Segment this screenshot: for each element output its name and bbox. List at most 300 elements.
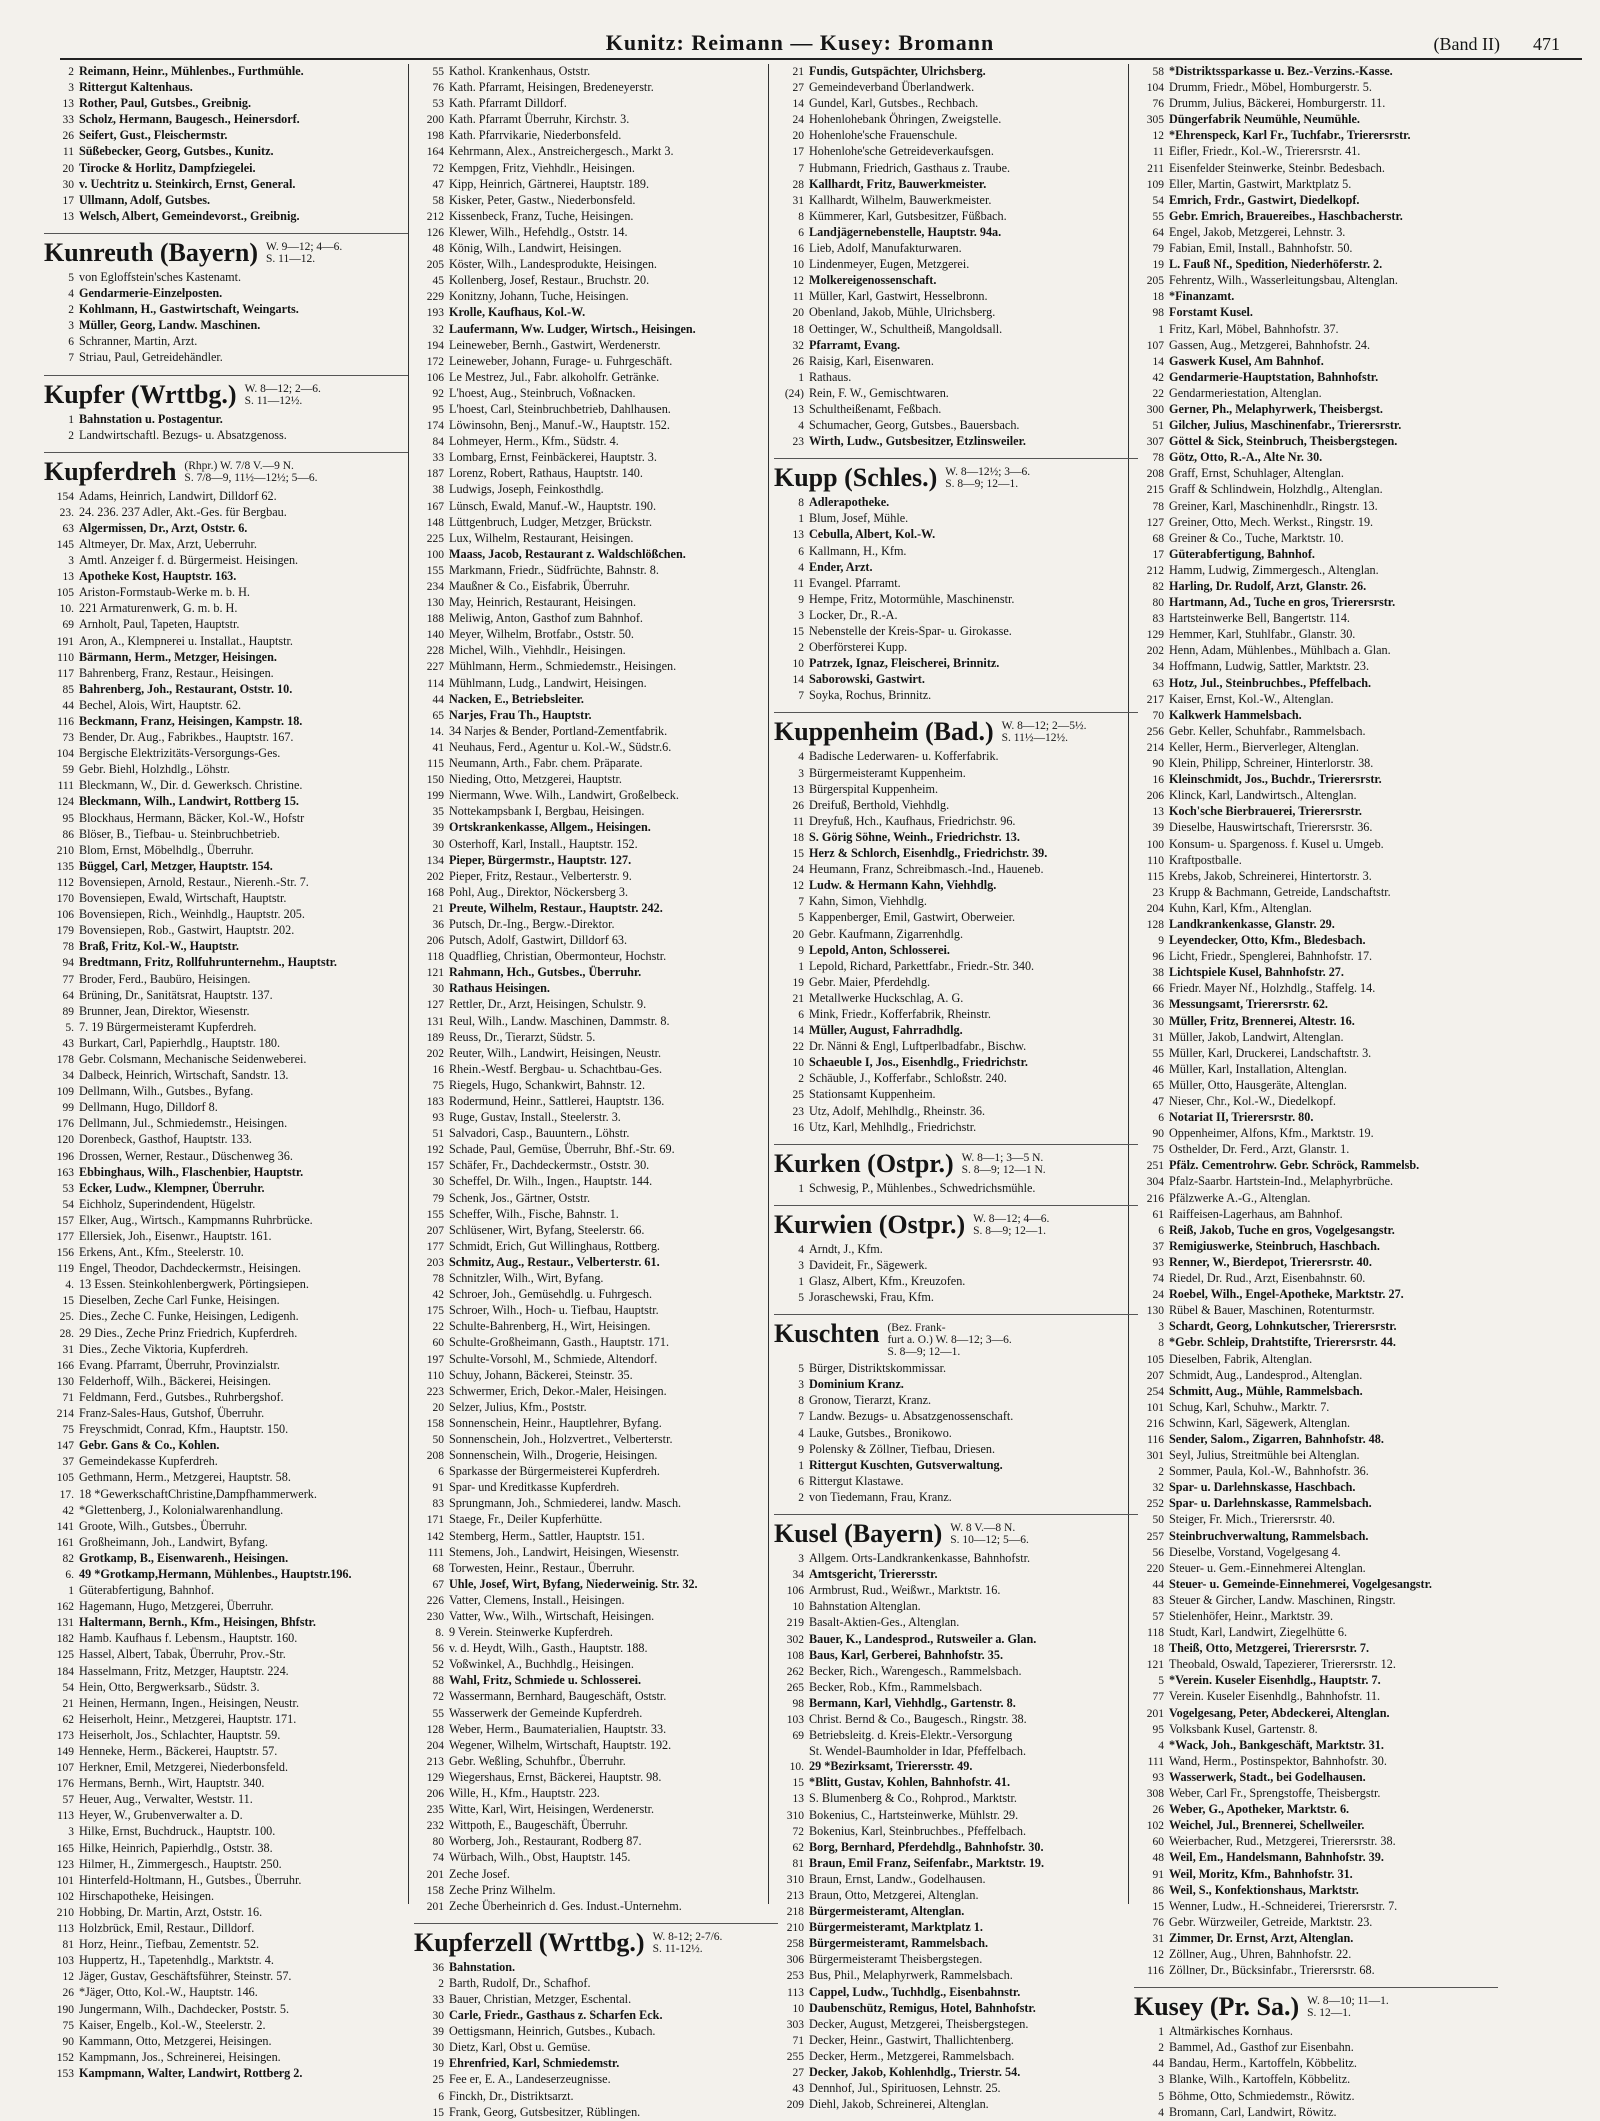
listing-text: Gebr. Würzweiler, Getreide, Marktstr. 23. (1169, 1914, 1373, 1929)
phone-number: 10. (59, 603, 74, 616)
listing-entry (44, 650, 408, 666)
listing-entry (774, 1712, 1138, 1728)
listing-entry (774, 112, 1138, 128)
listing-text: Voßwinkel, A., Buchhdlg., Heisingen. (449, 1657, 634, 1672)
listing-entry (414, 515, 778, 531)
office-hours: (Rhpr.) W. 7/8 V.—9 N. S. 7/8—9, 11½—12½; 5—6. (184, 459, 318, 484)
listing-entry (1134, 289, 1498, 305)
phone-number: 72 (432, 162, 444, 175)
phone-number: 301 (1146, 1450, 1164, 1463)
listing-text: Schmidt, Aug., Landesprod., Altenglan. (1169, 1367, 1363, 1382)
phone-number: 176 (56, 1778, 74, 1791)
listing-entry (414, 273, 778, 289)
listing-entry (414, 1400, 778, 1416)
listing-entry (774, 766, 1138, 782)
listing-text: Pfälzwerke A.-G., Altenglan. (1169, 1190, 1311, 1205)
listing-text: Brüning, Dr., Sanitätsrat, Hauptstr. 137. (79, 987, 273, 1002)
listing-text: Vatter, Clemens, Install., Heisingen. (449, 1592, 625, 1607)
listing-entry (414, 804, 778, 820)
phone-number: 110 (57, 651, 74, 664)
listing-text: Schulte-Vorsohl, M., Schmiede, Altendorf. (449, 1351, 658, 1366)
listing-text: Hartmann, Ad., Tuche en gros, Trierersrstr. (1169, 595, 1396, 610)
listing-entry (414, 1545, 778, 1561)
phone-number: 34 (792, 1569, 804, 1582)
listing-entry (1134, 772, 1498, 788)
listing-text: Markmann, Friedr., Südfrüchte, Bahnstr. 8. (449, 562, 659, 577)
listing-entry (414, 820, 778, 836)
listing-text: Carle, Friedr., Gasthaus z. Scharfen Eck. (449, 2008, 663, 2023)
listing-entry (1134, 1062, 1498, 1078)
listing-text: Harling, Dr. Rudolf, Arzt, Glanstr. 26. (1169, 579, 1367, 593)
listing-text: Kisker, Peter, Gastw., Niederbonsfeld. (449, 192, 636, 207)
listing-entry (774, 1039, 1138, 1055)
listing-entry (1134, 1174, 1498, 1190)
phone-number: 194 (426, 339, 444, 352)
listing-entry (414, 1561, 778, 1577)
listing-text: Verein. Kuseler Eisenhdlg., Bahnhofstr. 11. (1169, 1689, 1381, 1704)
phone-number: 204 (426, 1739, 444, 1752)
listing-text: Volksbank Kusel, Gartenstr. 8. (1169, 1721, 1318, 1736)
listing-entry (44, 714, 408, 730)
phone-number: 36 (432, 918, 444, 931)
listing-entry (414, 837, 778, 853)
listing-text: Burkart, Carl, Papierhdlg., Hauptstr. 180. (79, 1035, 281, 1050)
listing-text: L. Fauß Nf., Spedition, Niederhöferstr. 2. (1169, 257, 1383, 272)
phone-number: 79 (432, 1192, 444, 1205)
phone-number: 28 (792, 178, 804, 191)
phone-number: 1 (1158, 323, 1164, 336)
phone-number: 56 (1152, 1546, 1164, 1559)
listing-entry (774, 991, 1138, 1007)
listing-entry (414, 1850, 778, 1866)
town-name: Kupferzell (Wrttbg.) (414, 1927, 645, 1957)
phone-number: 10 (792, 1057, 804, 1070)
listing-text: Bovensiepen, Rich., Weinhdlg., Hauptstr. 205. (79, 907, 305, 922)
phone-number: 80 (432, 1836, 444, 1849)
phone-number: 99 (62, 1102, 74, 1115)
phone-number: 8 (1158, 1337, 1164, 1350)
listing-entry (774, 1442, 1138, 1458)
phone-number: 13 (792, 783, 804, 796)
phone-number: 118 (1147, 1627, 1164, 1640)
listing-entry (44, 112, 408, 128)
phone-number: 64 (62, 989, 74, 1002)
listing-entry (774, 592, 1138, 608)
phone-number: 78 (1152, 500, 1164, 513)
phone-number: 155 (426, 564, 444, 577)
listing-text: Putsch, Dr.-Ing., Bergw.-Direktor. (449, 916, 615, 931)
listing-entry (414, 1976, 778, 1992)
listing-entry (774, 1490, 1138, 1506)
phone-number: 9 (1158, 935, 1164, 948)
listing-entry (774, 1744, 1138, 1759)
listing-entry (1134, 1480, 1498, 1496)
listing-text: Fabian, Emil, Install., Bahnhofstr. 50. (1169, 241, 1353, 256)
office-hours: W. 8—12; 2—5½. S. 11½—12½. (1001, 720, 1087, 745)
listing-text: Bürger, Distriktskommissar. (809, 1361, 947, 1376)
listing-text: Scheffel, Dr. Wilh., Ingen., Hauptstr. 144. (449, 1174, 653, 1189)
listing-entry (414, 853, 778, 869)
phone-number: 205 (426, 259, 444, 272)
listing-text: *Gebr. Schleip, Drahtstifte, Trierersrstr. 44. (1169, 1335, 1396, 1350)
listing-text: Kallmann, H., Kfm. (809, 543, 907, 558)
listing-entry (774, 225, 1138, 241)
listing-entry (1134, 1883, 1498, 1899)
phone-number: 16 (432, 1063, 444, 1076)
listing-entry (774, 1361, 1138, 1377)
listing-text: Hartsteinwerke Bell, Bangertstr. 114. (1169, 611, 1350, 626)
listing-text: Gerner, Ph., Melaphyrwerk, Theisbergst. (1169, 401, 1383, 416)
phone-number: 5 (1158, 2090, 1164, 2103)
listing-text: *Blitt, Gustav, Kohlen, Bahnhofstr. 41. (809, 1775, 1011, 1790)
phone-number: 214 (1146, 741, 1164, 754)
listing-entry (44, 955, 408, 971)
listing-entry (774, 1087, 1138, 1103)
listing-entry (414, 499, 778, 515)
listing-entry (44, 1100, 408, 1116)
phone-number: 107 (1146, 339, 1164, 352)
phone-number: 5 (798, 912, 804, 925)
phone-number: 90 (62, 2035, 74, 2048)
listing-text: Tirocke & Horlitz, Dampfziegelei. (79, 160, 256, 175)
phone-number: 43 (792, 2083, 804, 2096)
listing-entry (414, 370, 778, 386)
phone-number: 15 (1152, 1900, 1164, 1913)
listing-entry (1134, 1126, 1498, 1142)
listing-entry (414, 1384, 778, 1400)
phone-number: 110 (1147, 854, 1164, 867)
phone-number: 32 (792, 339, 804, 352)
listing-text: Schulte-Großheimann, Gasth., Hauptstr. 171. (449, 1335, 670, 1350)
listing-entry (414, 2024, 778, 2040)
listing-entry (414, 1593, 778, 1609)
listing-text: Heumann, Franz, Schreibmasch.-Ind., Haueneb. (809, 862, 1044, 877)
phone-number: 199 (426, 790, 444, 803)
listing-text: Gaswerk Kusel, Am Bahnhof. (1169, 353, 1324, 368)
phone-number: 23 (792, 436, 804, 449)
listing-text: Adams, Heinrich, Landwirt, Dilldorf 62. (79, 488, 277, 503)
listing-entry (414, 1046, 778, 1062)
listing-text: Bahnstation. (449, 1959, 516, 1974)
listing-entry (774, 1393, 1138, 1409)
listing-text: Schmitt, Aug., Mühle, Rammelsbach. (1169, 1383, 1363, 1398)
phone-number: 177 (426, 1240, 444, 1253)
listing-entry (414, 756, 778, 772)
listing-text: Studt, Karl, Landwirt, Ziegelhütte 6. (1169, 1625, 1348, 1640)
listing-entry (774, 322, 1138, 338)
listing-text: Lepold, Anton, Schlosserei. (809, 942, 950, 957)
listing-text: Heiserholt, Heinr., Metzgerei, Hauptstr. 171. (79, 1711, 297, 1726)
town-name: Kurwien (Ostpr.) (774, 1209, 966, 1239)
phone-number: 38 (1152, 967, 1164, 980)
listing-entry (44, 859, 408, 875)
listing-text: Reul, Wilh., Landw. Maschinen, Dammstr. 8. (449, 1013, 670, 1028)
phone-number: 202 (426, 870, 444, 883)
listing-text: Zöllner, Aug., Uhren, Bahnhofstr. 22. (1169, 1946, 1352, 1961)
phone-number: 3 (68, 82, 74, 95)
listing-text: Bovensiepen, Rob., Gastwirt, Hauptstr. 202. (79, 923, 295, 938)
listing-entry (414, 1191, 778, 1207)
listing-entry (774, 1985, 1138, 2001)
phone-number: 214 (56, 1408, 74, 1421)
listing-text: Mühlmann, Ludg., Landwirt, Heisingen. (449, 675, 647, 690)
phone-number: 21 (792, 66, 804, 78)
listing-text: Schroer, Wilh., Hoch- u. Tiefbau, Hauptstr. (449, 1303, 659, 1318)
phone-number: 89 (62, 1005, 74, 1018)
listing-entry (414, 1689, 778, 1705)
listing-entry (414, 450, 778, 466)
listing-text: Feldmann, Ferd., Gutsbes., Ruhrbergshof. (79, 1389, 284, 1404)
listing-text: Lombarg, Ernst, Feinbäckerei, Hauptstr. 3. (449, 450, 657, 465)
phone-number: 113 (57, 1810, 74, 1823)
listing-entry (414, 643, 778, 659)
listing-text: Ludw. & Hermann Kahn, Viehhdlg. (809, 878, 997, 893)
listing-text: Rittergut Kaltenhaus. (79, 80, 193, 95)
phone-number: 54 (62, 1198, 74, 1211)
listing-entry (414, 1706, 778, 1722)
listing-text: Saborowski, Gastwirt. (809, 672, 925, 687)
phone-number: 3 (68, 320, 74, 333)
phone-number: 17 (792, 146, 804, 159)
listing-entry (1134, 917, 1498, 933)
listing-entry (774, 608, 1138, 624)
phone-number: 116 (1147, 1965, 1164, 1978)
phone-number: 58 (1152, 66, 1164, 78)
listing-entry (1134, 1593, 1498, 1609)
listing-entry (1134, 740, 1498, 756)
listing-entry (44, 1503, 408, 1519)
phone-number: 112 (57, 876, 74, 889)
listing-entry (44, 318, 408, 334)
phone-number: 60 (432, 1337, 444, 1350)
listing-text: Altmärkisches Kornhaus. (1169, 2024, 1293, 2039)
listing-text: Schardt, Georg, Lohnkutscher, Trierersrstr. (1169, 1319, 1397, 1334)
listing-text: Riedel, Dr. Rud., Arzt, Eisenbahnstr. 60. (1169, 1271, 1366, 1286)
phone-number: 30 (62, 178, 74, 191)
phone-number: 109 (56, 1086, 74, 1099)
listing-entry (774, 1583, 1138, 1599)
listing-entry (414, 1738, 778, 1754)
listing-entry (1134, 482, 1498, 498)
phone-number: 158 (426, 1884, 444, 1897)
phone-number: 62 (62, 1713, 74, 1726)
listing-text: Neuhaus, Ferd., Agentur u. Kol.-W., Südstr.6. (449, 739, 672, 754)
phone-number: 2 (798, 1491, 804, 1504)
phone-number: 127 (426, 999, 444, 1012)
listing-text: Roebel, Wilh., Engel-Apotheke, Marktstr. 27. (1169, 1287, 1404, 1302)
listing-entry (1134, 885, 1498, 901)
listing-text: Herkner, Emil, Metzgerei, Niederbonsfeld. (79, 1760, 288, 1775)
listing-text: Altmeyer, Dr. Max, Arzt, Ueberruhr. (79, 536, 257, 551)
listing-entry (1134, 997, 1498, 1013)
phone-number: 170 (56, 893, 74, 906)
phone-number: 106 (786, 1585, 804, 1598)
phone-number: 16 (792, 243, 804, 256)
listing-text: Bahrenberg, Franz, Restaur., Heisingen. (79, 665, 274, 680)
phone-number: 16 (792, 1121, 804, 1134)
listing-entry (414, 1255, 778, 1271)
phone-number: 104 (1146, 82, 1164, 95)
listing-entry (774, 2065, 1138, 2081)
phone-number: 234 (426, 581, 444, 593)
phone-number: 6 (1158, 1112, 1164, 1125)
listing-text: Stationsamt Kuppenheim. (809, 1087, 936, 1102)
listing-entry (44, 972, 408, 988)
listing-text: Ehrenfried, Karl, Schmiedemstr. (449, 2056, 620, 2071)
listing-text: Schwesig, P., Mühlenbes., Schwedrichsmühle. (809, 1180, 1036, 1195)
listing-entry (414, 997, 778, 1013)
listing-text: Erkens, Ant., Kfm., Steelerstr. 10. (79, 1245, 244, 1260)
listing-text: Christ. Bernd & Co., Baugesch., Ringstr. 38. (809, 1711, 1027, 1726)
listing-entry (1134, 257, 1498, 273)
listing-entry (44, 1132, 408, 1148)
phone-number: 34 (1152, 661, 1164, 674)
phone-number: 75 (432, 1079, 444, 1092)
phone-number: 8. (435, 1627, 444, 1640)
listing-entry (44, 428, 408, 444)
listing-entry (414, 547, 778, 563)
listing-text: *Jäger, Otto, Kol.-W., Hauptstr. 146. (79, 1985, 258, 2000)
listing-entry (1134, 1577, 1498, 1593)
phone-number: 4 (68, 288, 74, 301)
listing-text: Renner, W., Bierdepot, Trierersrstr. 40. (1169, 1254, 1372, 1269)
listing-text: Bleckmann, Wilh., Landwirt, Rottberg 15. (79, 794, 299, 809)
listing-text: Fee er, E. A., Landeserzeugnisse. (449, 2072, 611, 2087)
phone-number: 206 (426, 935, 444, 948)
town-name: Kupferdreh (44, 456, 177, 486)
listing-entry (1134, 1271, 1498, 1287)
phone-number: 2 (68, 66, 74, 78)
listing-entry (774, 273, 1138, 289)
listing-text: Bergische Elektrizitäts-Versorgungs-Ges. (79, 746, 281, 761)
listing-entry (44, 1857, 408, 1873)
listing-text: Gassen, Aug., Metzgerei, Bahnhofstr. 24. (1169, 337, 1371, 352)
listing-entry (44, 666, 408, 682)
phone-number: 75 (62, 1424, 74, 1437)
listing-text: Decker, Heinr., Gastwirt, Thallichtenberg. (809, 2032, 1014, 2047)
listing-entry (44, 1631, 408, 1647)
listing-text: Adlerapotheke. (809, 495, 890, 510)
listing-entry (1134, 2089, 1498, 2105)
phone-number: 229 (426, 291, 444, 304)
listing-text: Nacken, E., Betriebsleiter. (449, 691, 584, 706)
phone-number: 65 (432, 709, 444, 722)
phone-number: 12 (792, 880, 804, 893)
listing-text: Allgem. Orts-Landkrankenkasse, Bahnhofstr. (809, 1551, 1031, 1566)
phone-number: 184 (56, 1665, 74, 1678)
listing-text: Amtsgericht, Trierersstr. (809, 1567, 938, 1582)
listing-entry (1134, 2040, 1498, 2056)
listing-entry (44, 634, 408, 650)
phone-number: 9 (798, 593, 804, 606)
phone-number: 3 (68, 1826, 74, 1839)
listing-text: Müller, Karl, Druckerei, Landschaftstr. 3. (1169, 1045, 1372, 1060)
phone-number: 258 (786, 1938, 804, 1951)
listing-text: Wiegershaus, Ernst, Bäckerei, Hauptstr. 98. (449, 1769, 662, 1784)
phone-number: 3 (1158, 2074, 1164, 2087)
listing-entry (774, 161, 1138, 177)
listing-text: Raisig, Karl, Eisenwaren. (809, 353, 934, 368)
listing-text: 29 Dies., Zeche Prinz Friedrich, Kupferdreh. (79, 1325, 298, 1340)
phone-number: 15 (792, 626, 804, 638)
phone-number: 1 (798, 1459, 804, 1472)
listing-text: Obenland, Jakob, Mühle, Ulrichsberg. (809, 305, 996, 320)
listing-text: Wille, H., Kfm., Hauptstr. 223. (449, 1786, 600, 1801)
phone-number: 5 (1158, 1675, 1164, 1688)
listing-entry (774, 927, 1138, 943)
phone-number: 51 (432, 1128, 444, 1141)
listing-text: Utz, Adolf, Mehlhdlg., Rheinstr. 36. (809, 1103, 986, 1118)
listing-text: Pfalz-Saarbr. Hartstein-Ind., Melaphyrbrüche. (1169, 1174, 1394, 1189)
listing-entry (1134, 853, 1498, 869)
listing-entry (414, 434, 778, 450)
listing-entry (774, 257, 1138, 273)
listing-entry (774, 527, 1138, 543)
phone-number: 102 (56, 1890, 74, 1903)
listing-entry (1134, 595, 1498, 611)
listing-entry (774, 2097, 1138, 2113)
listing-text: Stielenhöfer, Heinr., Marktstr. 39. (1169, 1609, 1334, 1623)
phone-number: 105 (56, 587, 74, 600)
phone-number: 7 (798, 896, 804, 909)
phone-number: 34 (62, 1070, 74, 1083)
phone-number: 88 (432, 1675, 444, 1688)
phone-number: 63 (62, 522, 74, 535)
phone-number: 57 (1152, 1611, 1164, 1623)
listing-text: S. Blumenberg & Co., Rohprod., Marktstr. (809, 1791, 1017, 1806)
phone-number: 125 (56, 1649, 74, 1662)
listing-entry (774, 402, 1138, 418)
listing-text: Güterabfertigung, Bahnhof. (79, 1583, 215, 1598)
listing-entry (1134, 450, 1498, 466)
phone-number: 111 (57, 780, 74, 793)
phone-number: 2 (68, 304, 74, 317)
phone-number: 192 (426, 1144, 444, 1157)
phone-number: 17 (1152, 548, 1164, 561)
listing-entry (44, 1149, 408, 1165)
listing-text: Hein, Otto, Bergwerksarb., Südstr. 3. (79, 1679, 260, 1694)
listing-entry (774, 576, 1138, 592)
phone-number: 103 (56, 1955, 74, 1968)
listing-entry (414, 161, 778, 177)
listing-entry (1134, 1432, 1498, 1448)
listing-entry (414, 466, 778, 482)
listing-entry (414, 2072, 778, 2088)
listing-entry (1134, 1416, 1498, 1432)
listing-entry (44, 128, 408, 144)
listing-entry (44, 1422, 408, 1438)
listing-text: Uhle, Josef, Wirt, Byfang, Niederweinig. Str. 32. (449, 1576, 698, 1591)
listing-entry (774, 1458, 1138, 1474)
phone-number: 20 (792, 307, 804, 320)
listing-entry (414, 1786, 778, 1802)
listing-entry (774, 1599, 1138, 1615)
listing-text: Jungermann, Wilh., Dachdecker, Poststr. 5. (79, 2001, 290, 2016)
listing-entry (414, 901, 778, 917)
listing-entry (414, 1609, 778, 1625)
listing-text: Bürgermeisteramt, Rammelsbach. (809, 1936, 989, 1951)
listing-entry (44, 270, 408, 286)
listing-entry (1134, 1706, 1498, 1722)
listing-text: Heuer, Aug., Verwalter, Weststr. 11. (79, 1792, 253, 1807)
town-name: Kupfer (Wrttbg.) (44, 379, 237, 409)
phone-number: 120 (56, 1134, 74, 1147)
listing-entry (774, 1728, 1138, 1744)
listing-text: Reiß, Jakob, Tuche en gros, Vogelgesangstr. (1169, 1222, 1395, 1237)
listing-entry (44, 1953, 408, 1969)
phone-number: 265 (786, 1681, 804, 1694)
listing-entry (44, 1181, 408, 1197)
